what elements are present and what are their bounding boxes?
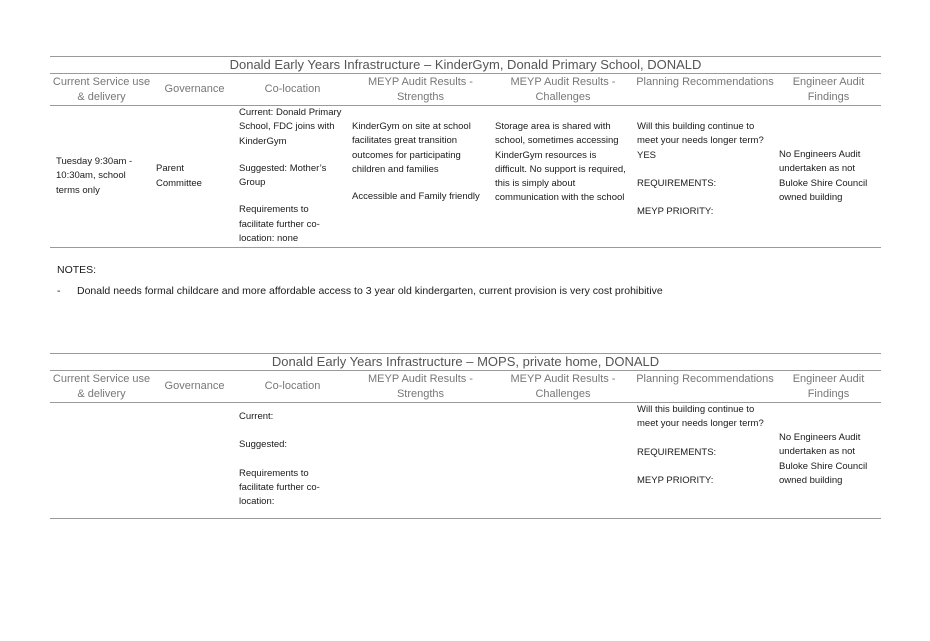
planning-priority: MEYP PRIORITY: [637,474,714,486]
table-header-row [50,74,881,106]
colocation-suggested: Suggested: [239,439,288,451]
colocation-requirements: Requirements to facilitate further co-location: none [239,204,320,245]
colocation-cell [236,403,349,518]
header-challenges: MEYP Audit Results - Challenges [510,373,616,400]
table-row [50,106,881,248]
mops-table [50,353,881,519]
colocation-current: Current: Donald Primary School, FDC joins with KinderGym [239,107,342,147]
challenges-text: Storage area is shared with school, sometimes accessing KinderGym resources is difficult. No support is required, this is simply about communication with the school [495,121,626,204]
table-title: Donald Early Years Infrastructure – MOPS, private home, DONALD [50,353,881,371]
planning-cell [634,106,776,247]
governance-cell [153,403,236,518]
planning-priority: MEYP PRIORITY: [637,206,714,218]
colocation-requirements: Requirements to facilitate further co-location: [239,467,320,508]
header-strengths: MEYP Audit Results - Strengths [368,373,473,400]
note-item [57,285,663,297]
header-engineer: Engineer Audit Findings [792,373,865,400]
note-text: Donald needs formal childcare and more affordable access to 3 year old kindergarten, current provision is very cost prohibitive [77,285,663,297]
strengths-cell [349,403,492,518]
kindergym-table [50,56,881,248]
planning-cell [634,403,776,518]
planning-requirements: REQUIREMENTS: [637,177,717,189]
challenges-cell [492,106,634,247]
notes-section [57,264,663,297]
header-strengths: MEYP Audit Results - Strengths [368,76,473,103]
engineer-cell [776,403,881,518]
planning-question: Will this building continue to meet your needs longer term? YES [637,121,764,161]
challenges-cell [492,403,634,518]
engineer-cell [776,106,881,247]
bullet-dash: - [57,285,61,297]
header-planning: Planning Recommendations [636,76,774,88]
service-cell [50,403,153,518]
table-header-row [50,371,881,403]
header-governance: Governance [164,83,225,95]
service-cell [50,106,153,247]
table-row [50,403,881,519]
planning-question: Will this building continue to meet your needs longer term? [637,404,764,430]
notes-label: NOTES: [57,264,97,276]
strength-item: KinderGym on site at school facilitates great transition outcomes for participating children and families [352,121,471,175]
header-engineer: Engineer Audit Findings [792,76,865,103]
strength-item: Accessible and Family friendly [352,191,480,203]
header-governance: Governance [164,380,225,392]
header-colocation: Co-location [264,380,321,392]
governance-cell [153,106,236,247]
engineer-text: No Engineers Audit undertaken as not Buloke Shire Council owned building [779,432,868,486]
strengths-cell [349,106,492,247]
header-colocation: Co-location [264,83,321,95]
table-title: Donald Early Years Infrastructure – KinderGym, Donald Primary School, DONALD [50,56,881,74]
planning-requirements: REQUIREMENTS: [637,446,717,458]
governance-text: Parent Committee [156,163,202,189]
header-planning: Planning Recommendations [636,373,774,385]
colocation-cell [236,106,349,247]
header-challenges: MEYP Audit Results - Challenges [510,76,616,103]
colocation-current: Current: [239,411,274,422]
colocation-suggested: Suggested: Mother’s Group [239,162,327,189]
engineer-text: No Engineers Audit undertaken as not Buloke Shire Council owned building [779,148,868,203]
header-service: Current Service use & delivery [52,373,151,400]
service-text: Tuesday 9:30am - 10:30am, school terms only [56,156,133,196]
header-service: Current Service use & delivery [52,76,151,103]
